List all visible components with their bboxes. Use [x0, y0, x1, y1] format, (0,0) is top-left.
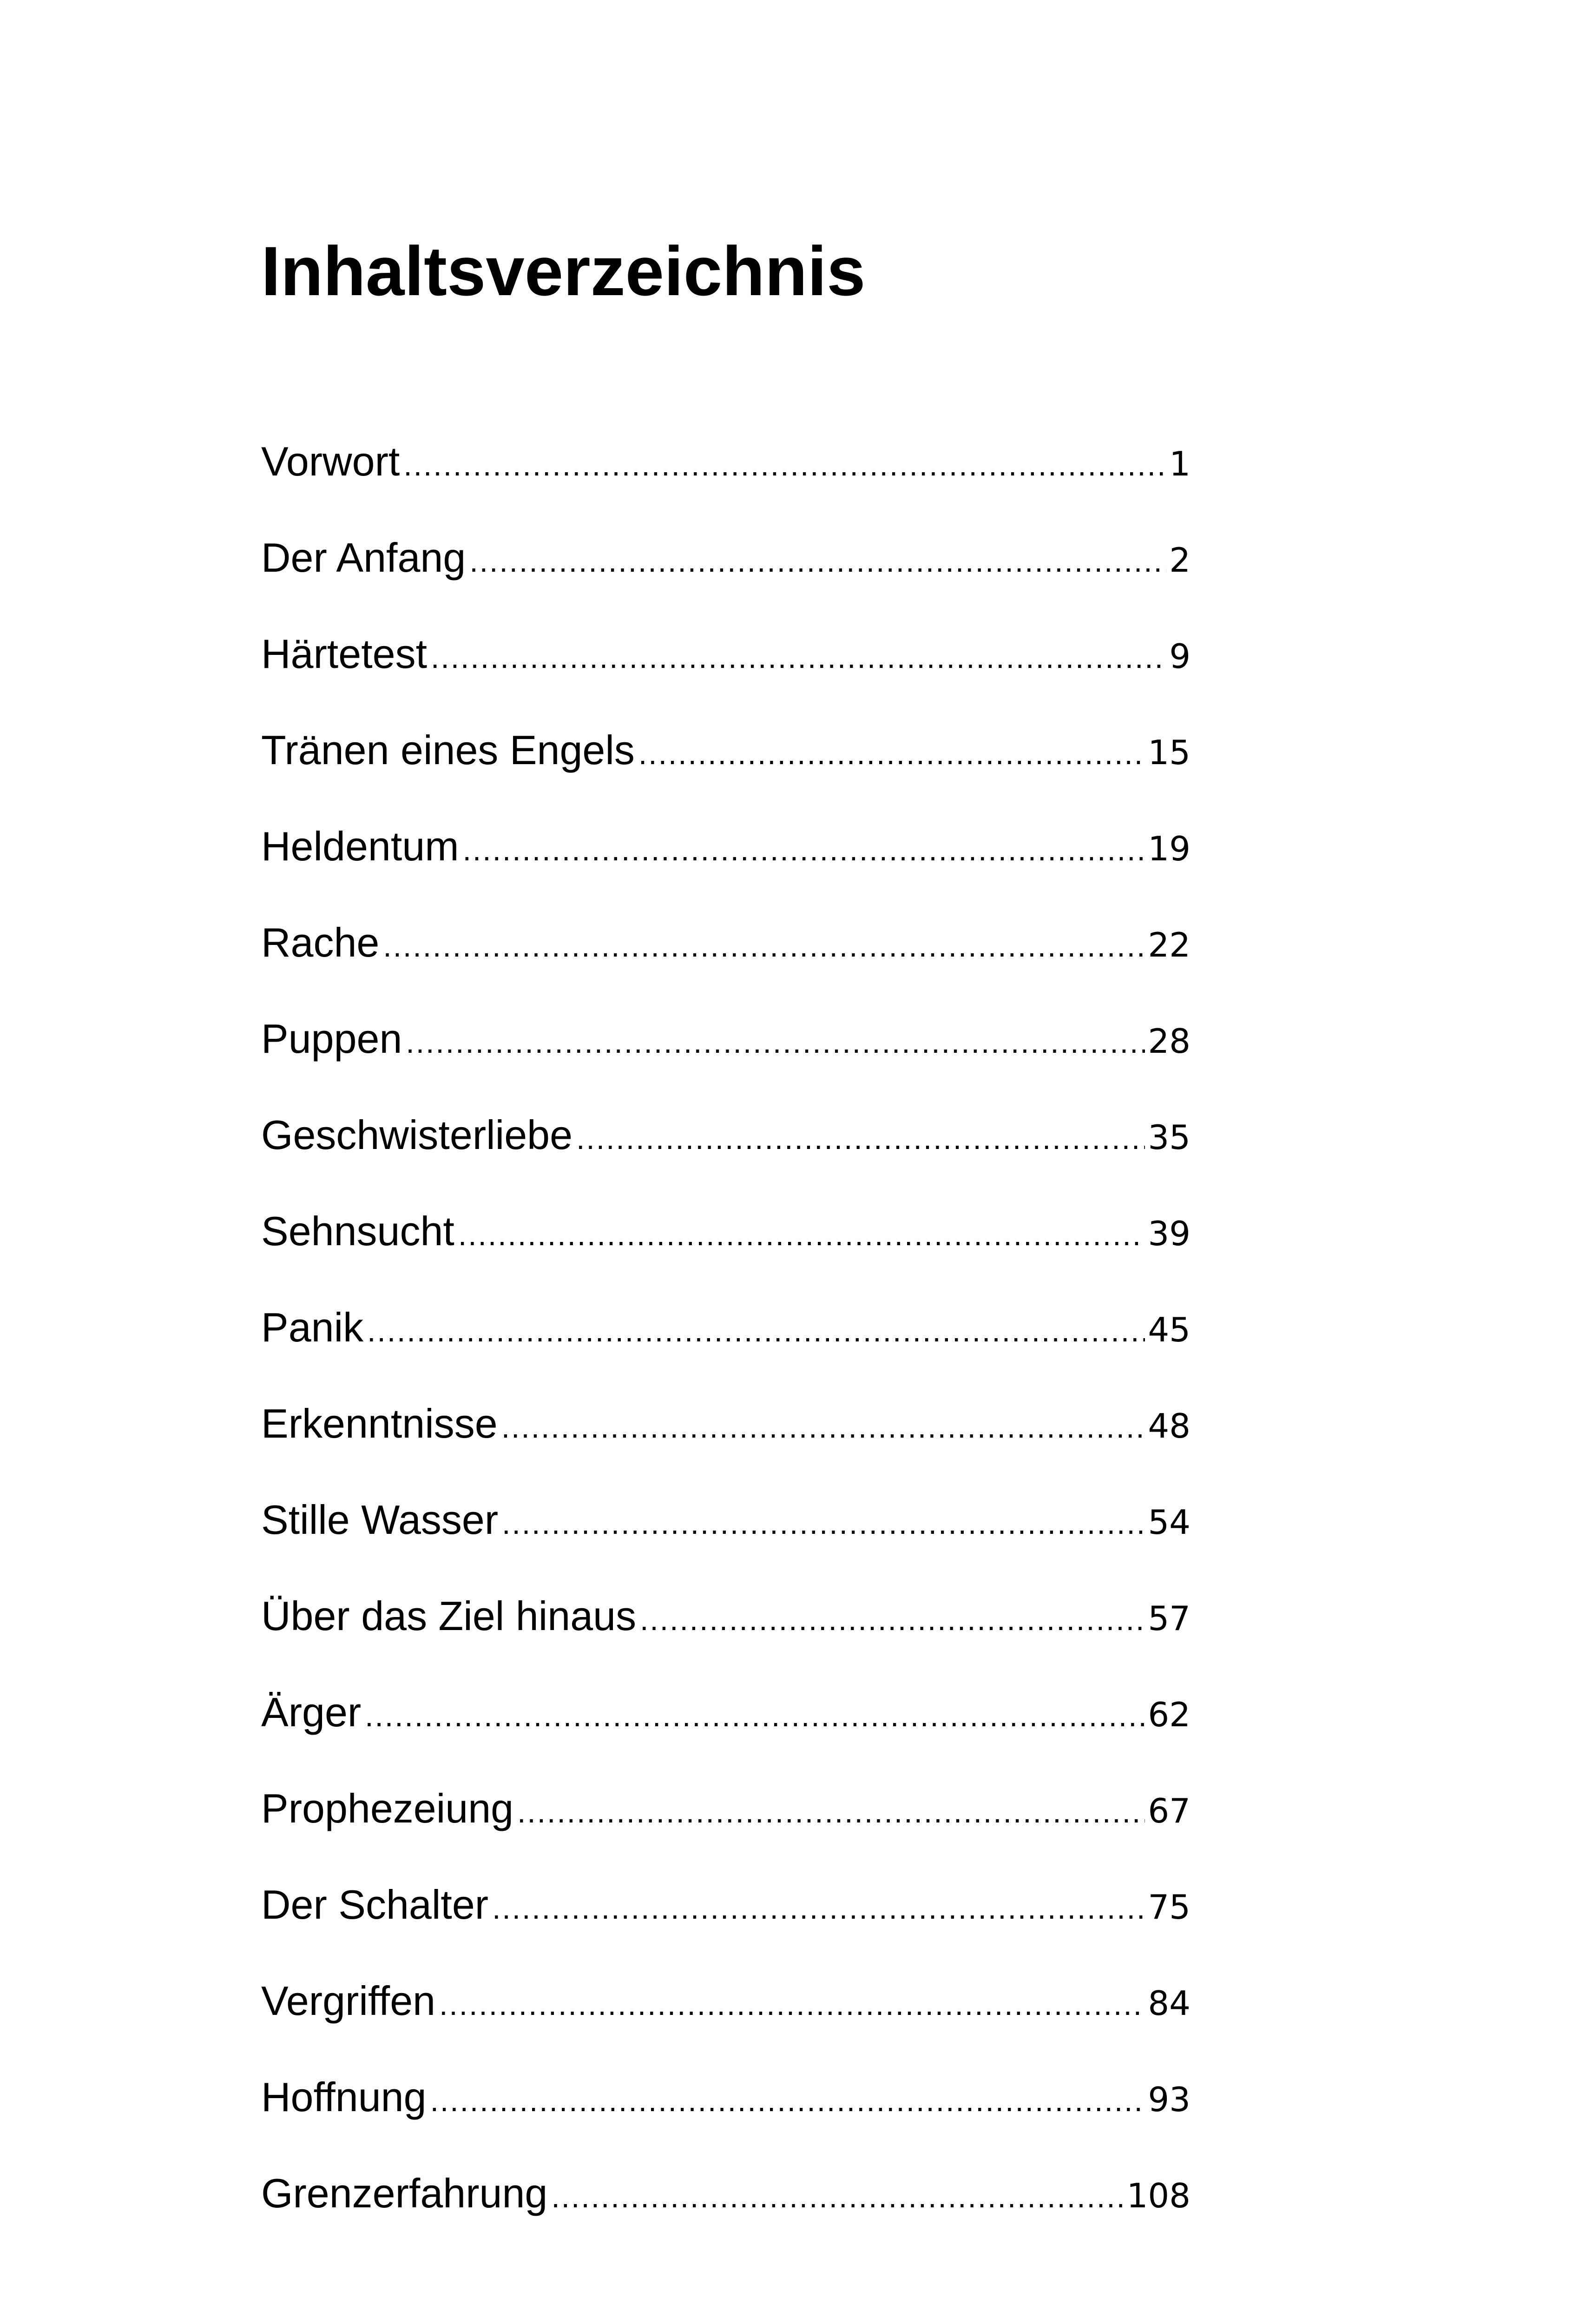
- toc-entry: [261, 2168, 1191, 2264]
- toc-entry-title: Prophezeiung: [261, 1785, 514, 1831]
- page-title: Inhaltsverzeichnis: [261, 232, 866, 310]
- dot-leader: [403, 439, 1166, 490]
- toc-entry-page: 9: [1169, 637, 1191, 676]
- toc-entry-title: Der Anfang: [261, 535, 466, 581]
- toc-entry: [261, 1591, 1191, 1687]
- toc-entry: [261, 1206, 1191, 1302]
- toc-entry-page: 54: [1148, 1503, 1191, 1542]
- toc-entry: [261, 436, 1191, 532]
- dot-leader: [439, 1979, 1145, 2030]
- toc-entry-title: Grenzerfahrung: [261, 2170, 548, 2216]
- dot-leader: [430, 2075, 1145, 2126]
- toc-entry-title: Erkenntnisse: [261, 1400, 498, 1446]
- toc-entry-page: 75: [1148, 1888, 1191, 1927]
- dot-leader: [383, 920, 1145, 971]
- dot-leader: [431, 632, 1166, 683]
- toc-entry-title: Panik: [261, 1304, 364, 1350]
- toc-entry-title: Geschwisterliebe: [261, 1112, 573, 1158]
- toc-entry-title: Puppen: [261, 1016, 402, 1062]
- toc-entry-page: 62: [1148, 1695, 1191, 1734]
- toc-entry: [261, 1783, 1191, 1879]
- toc-entry-page: 15: [1148, 733, 1191, 772]
- toc-entry-title: Über das Ziel hinaus: [261, 1593, 637, 1639]
- toc-entry-page: 19: [1148, 829, 1191, 868]
- toc-entry-title: Rache: [261, 919, 380, 965]
- dot-leader: [406, 1017, 1145, 1068]
- toc-entry-title: Tränen eines Engels: [261, 727, 635, 773]
- dot-leader: [469, 535, 1166, 587]
- toc-entry-page: 67: [1148, 1791, 1191, 1830]
- toc-entry-page: 57: [1148, 1599, 1191, 1638]
- toc-entry: [261, 1879, 1191, 1975]
- toc-entry-page: 2: [1169, 541, 1191, 580]
- toc-entry-title: Vergriffen: [261, 1978, 436, 2024]
- toc-entry: [261, 1398, 1191, 1494]
- toc-entry-page: 48: [1148, 1406, 1191, 1446]
- toc-entry: [261, 628, 1191, 725]
- toc-entry: [261, 1302, 1191, 1398]
- toc-entry: [261, 1494, 1191, 1591]
- toc-entry-page: 35: [1148, 1118, 1191, 1157]
- toc-entry: [261, 2072, 1191, 2168]
- toc-entry-title: Heldentum: [261, 823, 459, 869]
- toc-entry: [261, 1687, 1191, 1783]
- toc-entry-title: Sehnsucht: [261, 1208, 454, 1254]
- dot-leader: [463, 824, 1145, 875]
- dot-leader: [365, 1690, 1145, 1741]
- toc-entry-page: 84: [1148, 1984, 1191, 2023]
- toc-entry: [261, 917, 1191, 1013]
- toc-entry-page: 22: [1148, 925, 1191, 964]
- toc-entry: [261, 1013, 1191, 1109]
- dot-leader: [517, 1786, 1145, 1837]
- dot-leader: [502, 1498, 1145, 1549]
- toc-entry-page: 39: [1148, 1214, 1191, 1253]
- toc-entry: [261, 1109, 1191, 1206]
- toc-entry-page: 93: [1148, 2080, 1191, 2119]
- toc-entry-title: Stille Wasser: [261, 1497, 499, 1543]
- toc-entry-page: 108: [1126, 2176, 1191, 2215]
- toc-entry: [261, 532, 1191, 628]
- dot-leader: [638, 728, 1145, 779]
- toc-entry-page: 1: [1169, 444, 1191, 483]
- toc-entry: [261, 725, 1191, 821]
- dot-leader: [576, 1113, 1145, 1164]
- toc-entry-title: Härtetest: [261, 631, 428, 677]
- dot-leader: [501, 1401, 1145, 1452]
- toc-entry-page: 28: [1148, 1022, 1191, 1061]
- dot-leader: [492, 1882, 1145, 1934]
- toc-entry: [261, 821, 1191, 917]
- dot-leader: [367, 1305, 1145, 1356]
- toc-entry-title: Hoffnung: [261, 2074, 427, 2120]
- dot-leader: [458, 1209, 1145, 1260]
- toc-entry-page: 45: [1148, 1310, 1191, 1349]
- dot-leader: [640, 1594, 1145, 1645]
- dot-leader: [551, 2171, 1124, 2222]
- toc-entry-title: Ärger: [261, 1689, 362, 1735]
- toc-entry-title: Vorwort: [261, 438, 400, 484]
- table-of-contents: [261, 436, 1191, 2264]
- toc-entry-title: Der Schalter: [261, 1882, 489, 1928]
- toc-entry: [261, 1975, 1191, 2072]
